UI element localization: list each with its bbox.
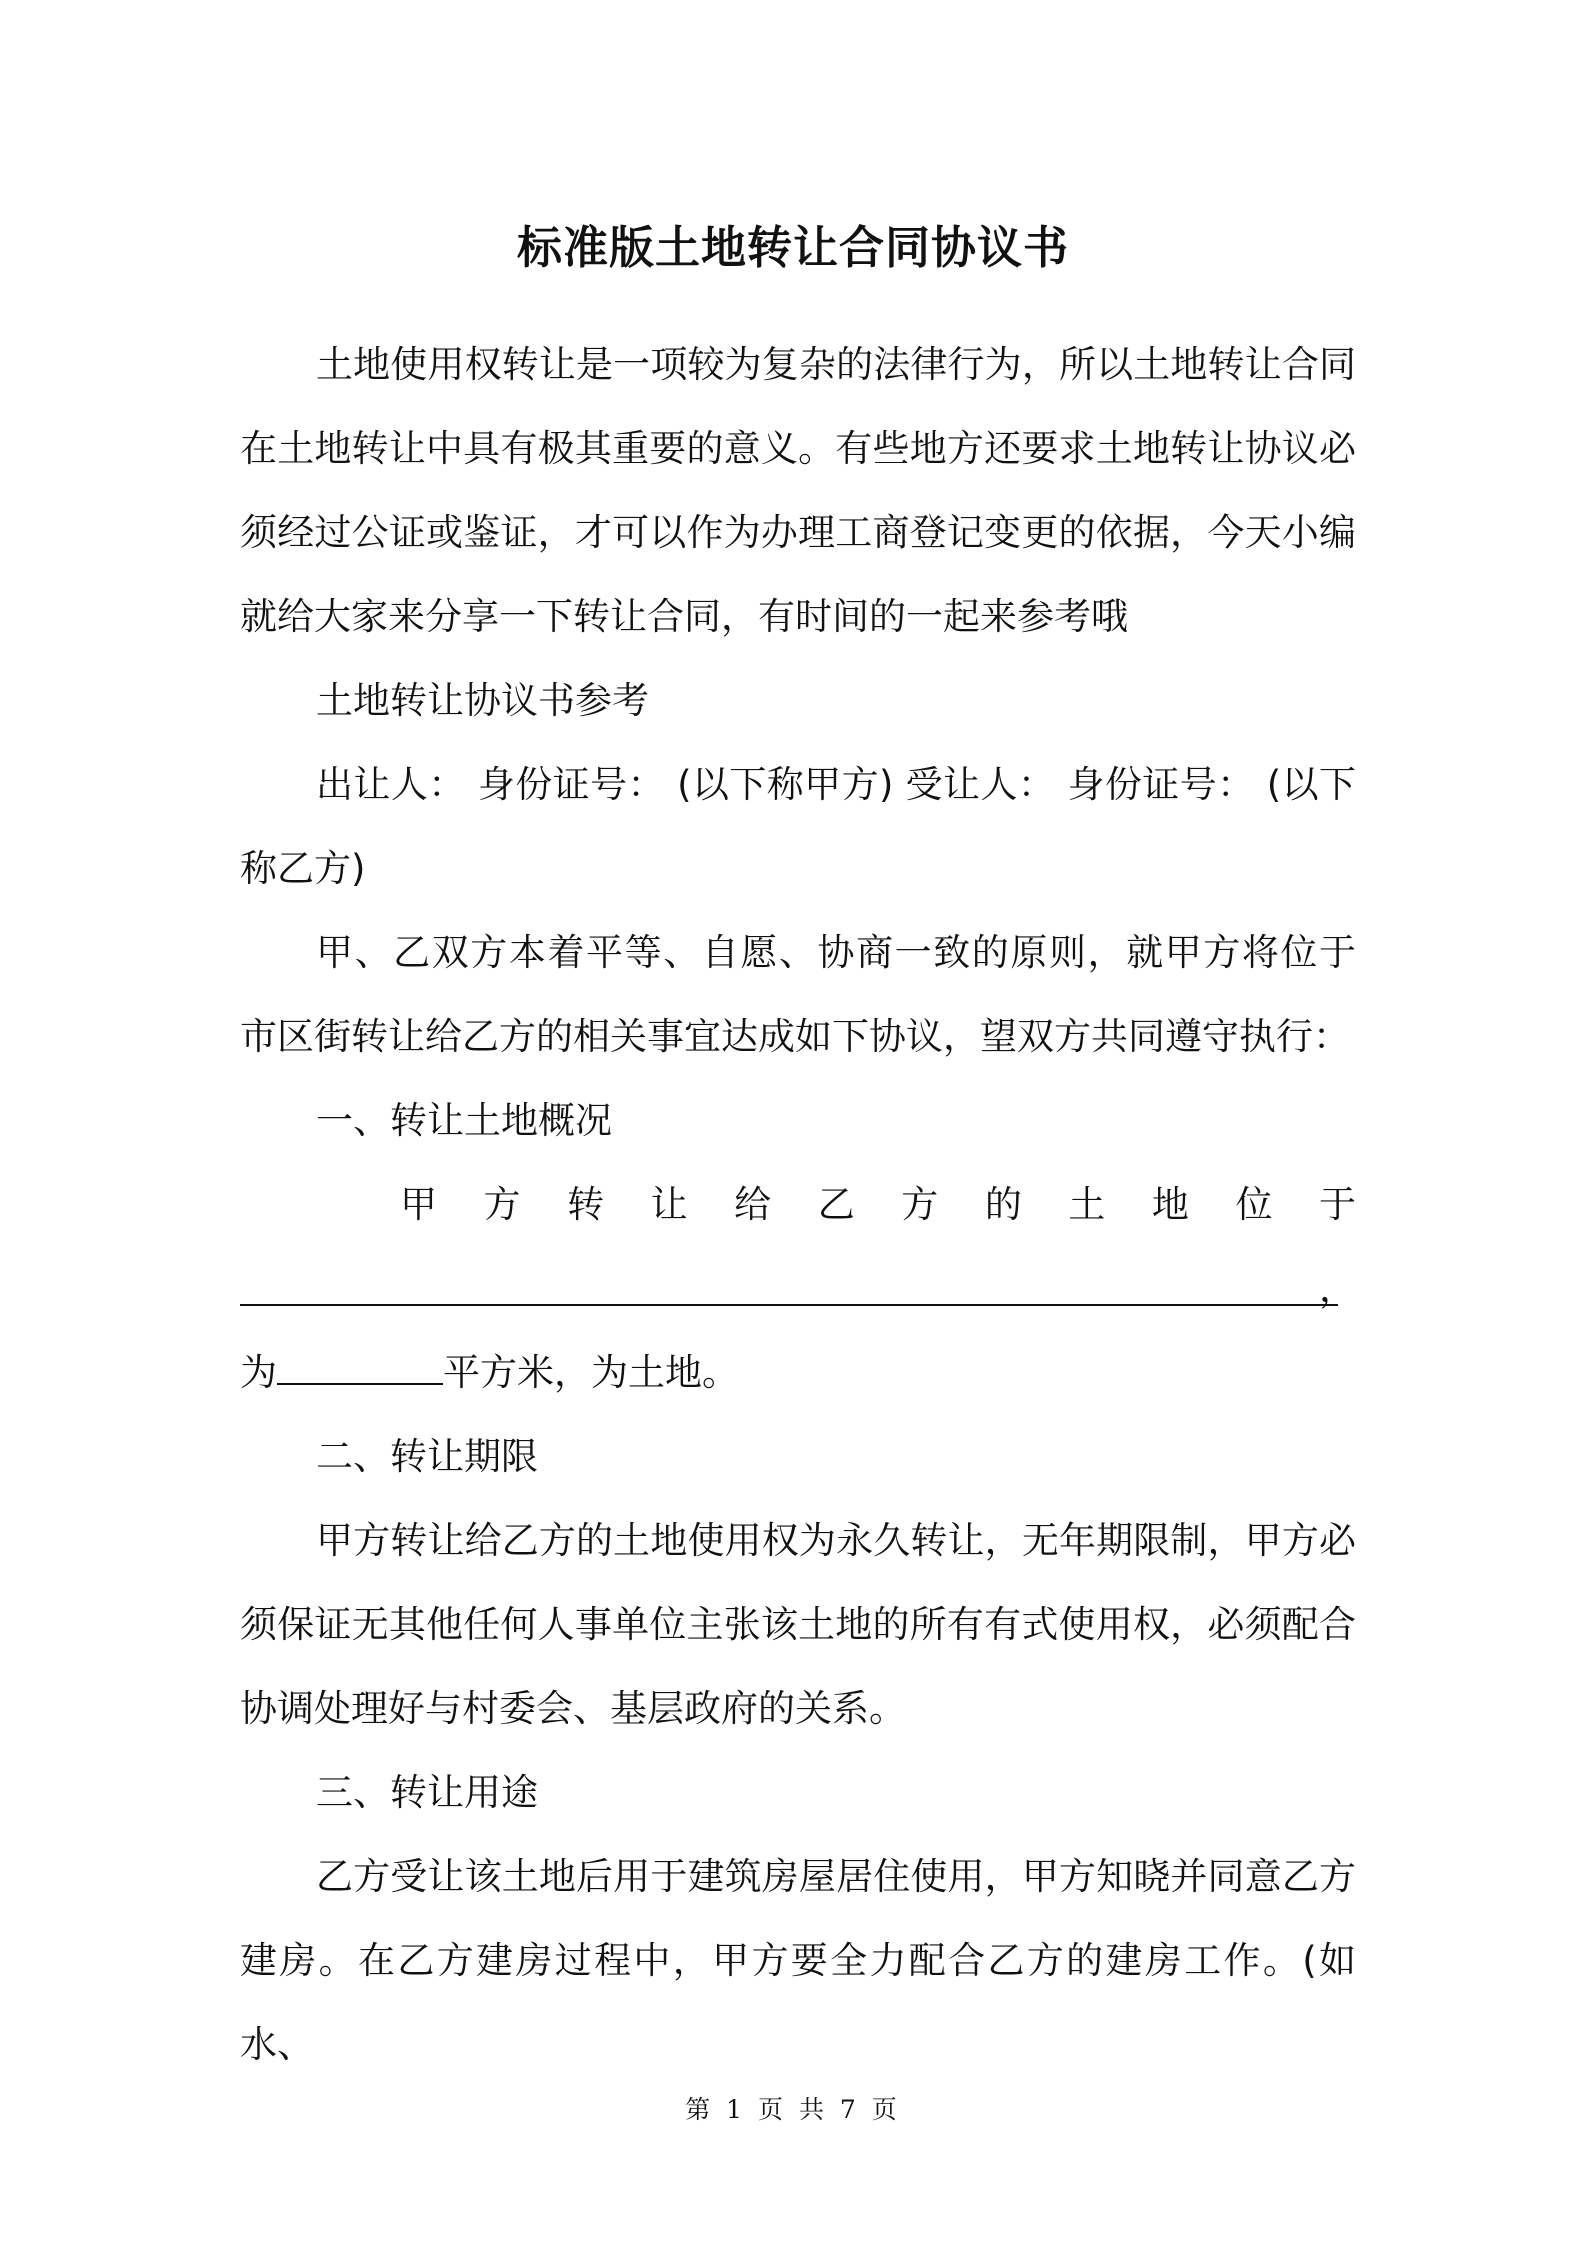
parties-paragraph: 出让人： 身份证号： (以下称甲方) 受让人： 身份证号： (以下称乙方) — [240, 763, 1356, 890]
location-underline — [240, 1304, 1338, 1306]
section-2-body: 甲方转让给乙方的土地使用权为永久转让，无年期限制，甲方必须保证无其他任何人事单位主张该土地的所有有式使用权，必须配合协调处理好与村委会、基层政府的关系。 — [240, 1519, 1356, 1730]
section-3-body: 乙方受让该土地后用于建筑房屋居住使用，甲方知晓并同意乙方建房。在乙方建房过程中，甲方要全力配合乙方的建房工作。(如水、 — [240, 1855, 1356, 2066]
section-1-heading: 一、转让土地概况 — [316, 1099, 612, 1142]
document-body — [240, 323, 1356, 2087]
location-blank-line — [240, 1247, 1356, 1331]
page-footer: 第 1 页 共 7 页 — [685, 2095, 901, 2124]
section-1-location-text: 甲方转让给乙方的土地位于 — [400, 1183, 1356, 1226]
reference-heading: 土地转让协议书参考 — [316, 679, 649, 722]
preamble-paragraph: 甲、乙双方本着平等、自愿、协商一致的原则，就甲方将位于 市区街转让给乙方的相关事宜达成如下协议，望双方共同遵守执行： — [240, 931, 1356, 1058]
area-suffix: 平方米，为土地。 — [443, 1351, 739, 1394]
document-title: 标准版土地转让合同协议书 — [516, 221, 1069, 274]
location-comma: ， — [1319, 1267, 1356, 1310]
section-2-heading: 二、转让期限 — [316, 1435, 538, 1478]
area-blank — [277, 1351, 443, 1385]
section-3-heading: 三、转让用途 — [316, 1771, 538, 1814]
area-line — [240, 1331, 1356, 1415]
area-prefix: 为 — [240, 1351, 277, 1394]
intro-paragraph: 土地使用权转让是一项较为复杂的法律行为，所以土地转让合同在土地转让中具有极其重要的意义。有些地方还要求土地转让协议必须经过公证或鉴证，才可以作为办理工商登记变更的依据，今天小编就给大家来分享一下转让合同，有时间的一起来参考哦 — [240, 343, 1356, 638]
